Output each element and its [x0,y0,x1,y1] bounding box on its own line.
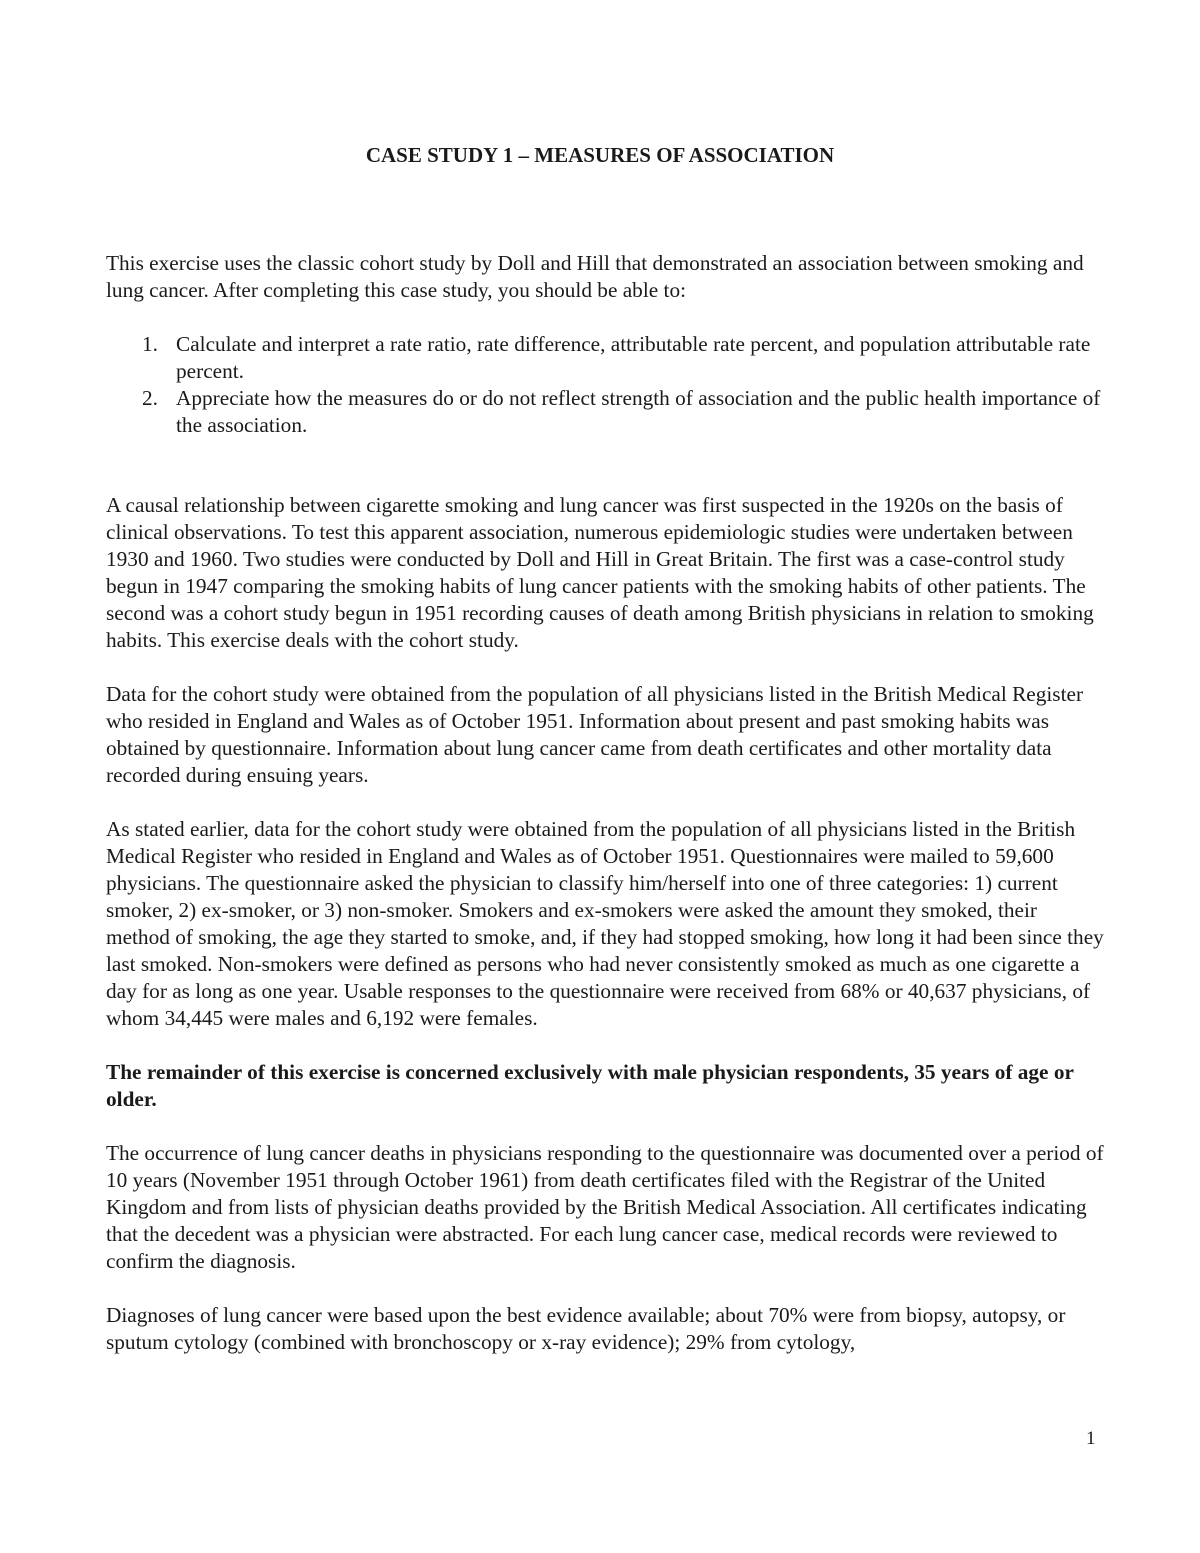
objective-number: 1. [142,332,158,356]
body-paragraph: The occurrence of lung cancer deaths in physicians responding to the questionnaire was documented over a period of 10 years (November 1951 through October 1961) from death certificates filed with the Registrar of the United Kingdom and from lists of physician deaths provided by the British Medical Association. All certificates indicating that the decedent was a physician were abstracted. For each lung cancer case, medical records were reviewed to confirm the diagnosis. [106,1141,1104,1273]
body-paragraph: Data for the cohort study were obtained from the population of all physicians listed in the British Medical Register who resided in England and Wales as of October 1951. Information about present and past smoking habits was obtained by questionnaire. Information about lung cancer came from death certificates and other mortality data recorded during ensuing years. [106,682,1084,787]
body-paragraph: Diagnoses of lung cancer were based upon the best evidence available; about 70% were from biopsy, autopsy, or sputum cytology (combined with bronchoscopy or x-ray evidence); 29% from cytology, [106,1303,1066,1354]
body-paragraph: As stated earlier, data for the cohort study were obtained from the population of all physicians listed in the British Medical Register who resided in England and Wales as of October 1951. Questionnaires were mailed to 59,600 physicians. The questionnaire asked the physician to classify him/herself into one of three categories: 1) current smoker, 2) ex-smoker, or 3) non-smoker. Smokers and ex-smokers were asked the amount they smoked, their method of smoking, the age they started to smoke, and, if they had stopped smoking, how long it had been since they last smoked. Non-smokers were defined as persons who had never consistently smoked as much as one cigarette a day for as long as one year. Usable responses to the questionnaire were received from 68% or 40,637 physicians, of whom 34,445 were males and 6,192 were females. [106,817,1104,1030]
objective-item [142,385,1106,439]
document-title: CASE STUDY 1 – MEASURES OF ASSOCIATION [365,143,835,167]
document-body [106,250,1106,1356]
objective-number: 2. [142,386,158,410]
objective-text: Calculate and interpret a rate ratio, rate difference, attributable rate percent, and population attributable rate percent. [176,332,1091,383]
objective-item [142,331,1106,385]
objectives-list [106,331,1106,439]
page-number: 1 [1086,1428,1096,1449]
body-paragraph: A causal relationship between cigarette smoking and lung cancer was first suspected in the 1920s on the basis of clinical observations. To test this apparent association, numerous epidemiologic studies were undertaken between 1930 and 1960. Two studies were conducted by Doll and Hill in Great Britain. The first was a case-control study begun in 1947 comparing the smoking habits of lung cancer patients with the smoking habits of other patients. The second was a cohort study begun in 1951 recording causes of death among British physicians in relation to smoking habits. This exercise deals with the cohort study. [106,493,1094,652]
objective-text: Appreciate how the measures do or do not reflect strength of association and the public health importance of the association. [176,386,1101,437]
intro-paragraph: This exercise uses the classic cohort study by Doll and Hill that demonstrated an association between smoking and lung cancer. After completing this case study, you should be able to: [106,251,1084,302]
emphasis-paragraph: The remainder of this exercise is concerned exclusively with male physician respondents, 35 years of age or older. [106,1060,1074,1111]
